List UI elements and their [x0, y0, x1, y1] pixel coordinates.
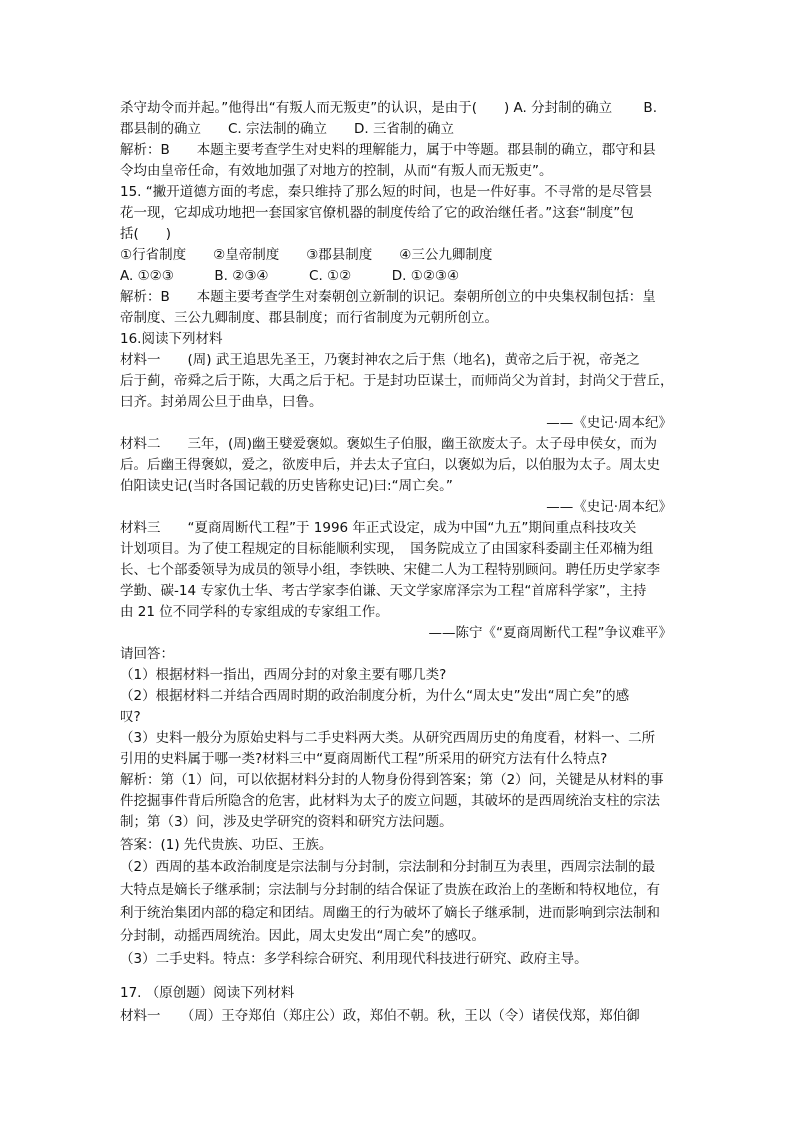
- text-line: 引用的史料属于哪一类?材料三中“夏商周断代工程”所采用的研究方法有什么特点?: [120, 751, 608, 767]
- material-2: 材料二 三年，(周)幽王嬖爱褒姒。褒姒生子伯服，幽王欲废太子。太子母申侯女，而为: [120, 436, 658, 452]
- text-line: 利于统治集团内部的稳定和团结。周幽王的行为破坏了嫡长子继承制，进而影响到宗法制和: [120, 905, 660, 921]
- question-16: 16.阅读下列材料: [120, 331, 223, 347]
- text-line: 后于蓟，帝舜之后于陈，大禹之后于杞。于是封功臣谋士，而师尚父为首封，封尚父于营丘，: [120, 373, 674, 389]
- source-citation: ——《史记·周本纪》: [546, 499, 672, 515]
- text-line: 分封制，动摇西周统治。因此，周太史发出“周亡矣”的感叹。: [120, 928, 485, 944]
- sub-question-1: （1）根据材料一指出，西周分封的对象主要有哪几类?: [120, 667, 447, 683]
- answer-choices: A. ①②③ B. ②③④ C. ①② D. ①②③④: [120, 268, 460, 284]
- text-line: 花一现，它却成功地把一套国家官僚机器的制度传给了它的政治继任者。”这套“制度”包: [120, 205, 634, 221]
- text-line: 后。后幽王得褒姒，爱之，欲废申后，并去太子宜臼，以褒姒为后，以伯服为太子。周太史: [120, 457, 660, 473]
- text-line: 括( ): [120, 226, 172, 242]
- text-line: 伯阳读史记(当时各国记载的历史皆称史记)曰:“周亡矣。”: [120, 478, 453, 494]
- prompt-label: 请回答：: [120, 646, 174, 662]
- source-citation: ——陈宁《“夏商周断代工程”争议难平》: [428, 625, 672, 641]
- answer-1: 答案：(1) 先代贵族、功臣、王族。: [120, 837, 333, 853]
- material-1: 材料一 (周) 武王追思先圣王，乃褒封神农之后于焦（地名)，黄帝之后于祝，帝尧之: [120, 352, 640, 368]
- text-line: 大特点是嫡长子继承制；宗法制与分封制的结合保证了贵族在政治上的垄断和特权地位，有: [120, 882, 660, 898]
- material-3: 材料三 “夏商周断代工程”于 1996 年正式设定，成为中国“九五”期间重点科技攻关: [120, 520, 637, 536]
- text-line: 解析：B 本题主要考查学生对秦朝创立新制的识记。秦朝所创立的中央集权制包括：皇: [120, 289, 656, 305]
- analysis: 解析：第（1）问，可以依据材料分封的人物身份得到答案；第（2）问，关键是从材料的事: [120, 772, 664, 788]
- text-line: 帝制度、三公九卿制度、郡县制度；而行省制度为元朝所创立。: [120, 310, 498, 326]
- text-line: 计划项目。为了使工程规定的目标能顺利实现， 国务院成立了由国家科委副主任邓楠为组: [120, 541, 654, 557]
- text-line: 解析：B 本题主要考查学生对史料的理解能力，属于中等题。郡县制的确立，郡守和县: [120, 142, 656, 158]
- text-line: 制；第（3）问，涉及史学研究的资料和研究方法问题。: [120, 814, 453, 830]
- text-line: 件挖掘事件背后所隐含的危害，此材料为太子的废立问题，其破坏的是西周统治支柱的宗法: [120, 793, 660, 809]
- text-line: 叹?: [120, 709, 141, 725]
- answer-2: （2）西周的基本政治制度是宗法制与分封制，宗法制和分封制互为表里，西周宗法制的最: [120, 859, 656, 875]
- text-line: 长、七个部委领导为成员的领导小组，李铁映、宋健二人为工程特别顾问。聘任历史学家李: [120, 562, 660, 578]
- source-citation: ——《史记·周本纪》: [546, 415, 672, 431]
- material-1: 材料一 （周）王夺郑伯（郑庄公）政，郑伯不朝。秋，王以（令）诸侯伐郑，郑伯御: [120, 1008, 640, 1024]
- sub-question-3: （3）史料一般分为原始史料与二手史料两大类。从研究西周历史的角度看，材料一、二所: [120, 730, 656, 746]
- text-line: 令均由皇帝任命，有效地加强了对地方的控制，从而“有叛人而无叛吏”。: [120, 163, 553, 179]
- text-line: 学勤、碳-14 专家仇士华、考古学家李伯谦、天文学家席泽宗为工程“首席科学家”，主持: [120, 583, 647, 599]
- text-line: 杀守劫令而并起。”他得出“有叛人而无叛吏”的认识，是由于( ) A. 分封制的确立 B.: [120, 100, 657, 116]
- question-17: 17. （原创题）阅读下列材料: [120, 985, 295, 1001]
- question-15: 15. “撇开道德方面的考虑，秦只维持了那么短的时间，也是一件好事。不寻常的是尽管昙: [120, 184, 653, 200]
- answer-3: （3）二手史料。特点：多学科综合研究、利用现代科技进行研究、政府主导。: [120, 951, 588, 967]
- text-line: 由 21 位不同学科的专家组成的专家组工作。: [120, 604, 389, 620]
- sub-question-2: （2）根据材料二并结合西周时期的政治制度分析，为什么“周太史”发出“周亡矣”的感: [120, 688, 630, 704]
- options-list: ①行省制度 ②皇帝制度 ③郡县制度 ④三公九卿制度: [120, 247, 493, 263]
- text-line: 曰齐。封弟周公旦于曲阜，曰鲁。: [120, 394, 323, 410]
- text-line: 郡县制的确立 C. 宗法制的确立 D. 三省制的确立: [120, 121, 454, 137]
